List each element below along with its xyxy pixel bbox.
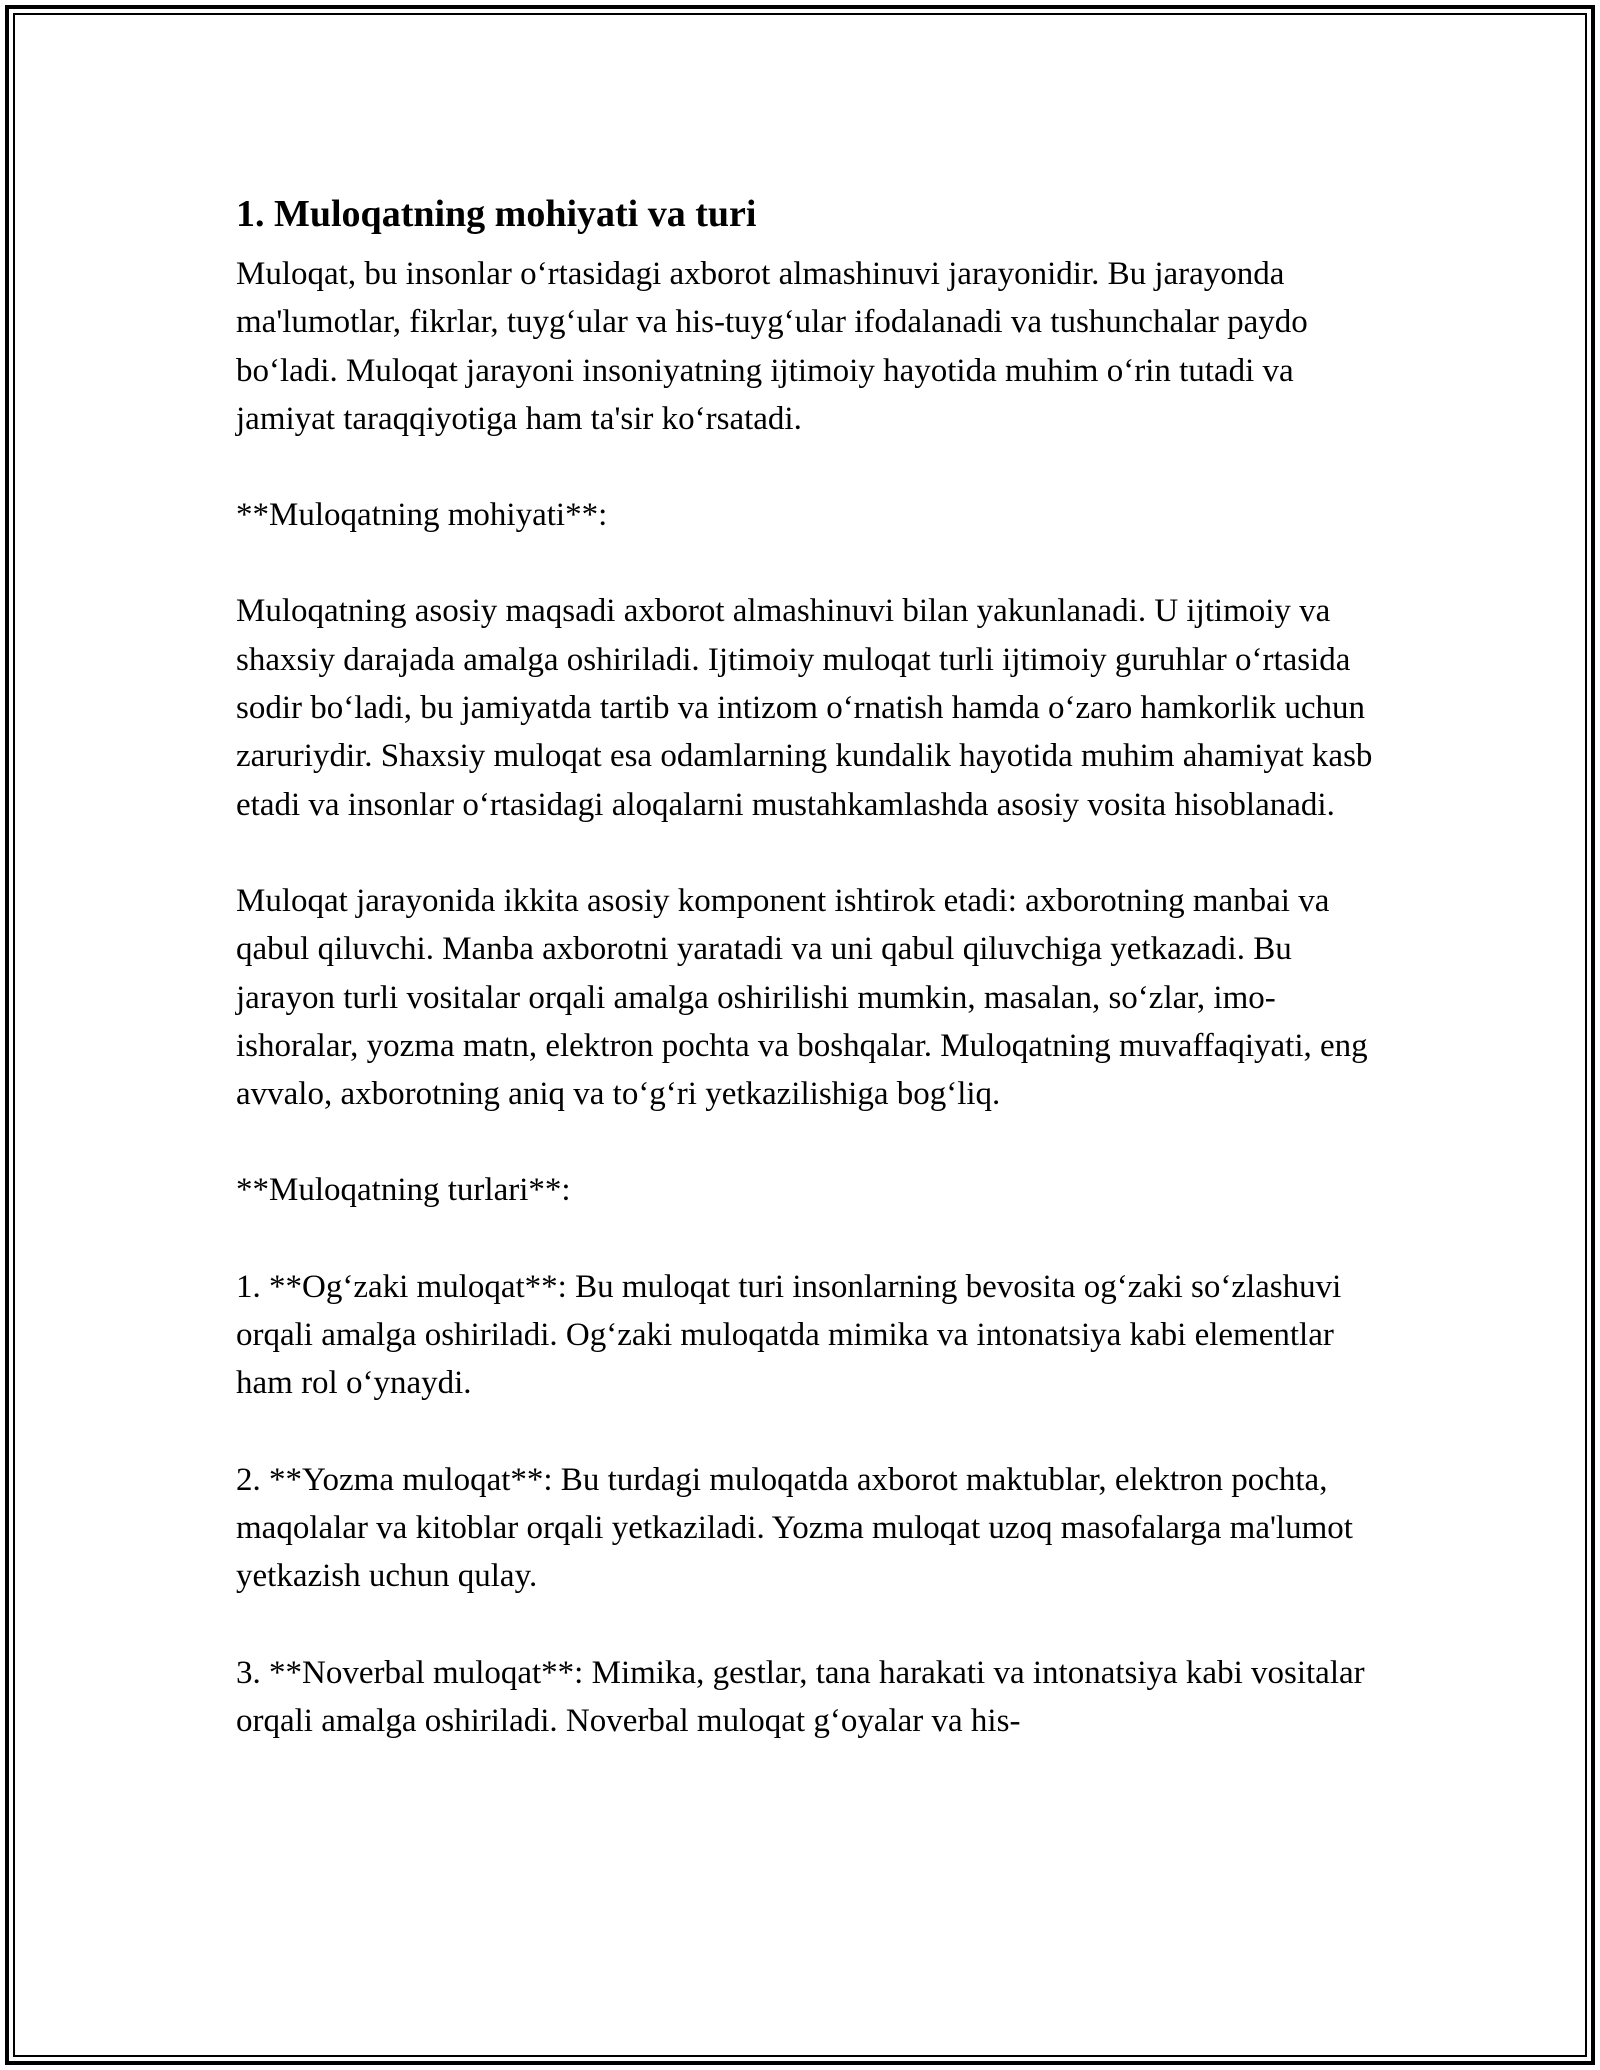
document-body xyxy=(236,186,1376,1745)
paragraph-definition: Muloqat, bu insonlar o‘rtasidagi axborot almashinuvi jarayonidir. Bu jarayonda ma'lumotlar, fikrlar, tuyg‘ular va his-tuyg‘ular ifodalanadi va tushunchalar paydo bo‘ladi. Muloqat jarayoni insoniyatning ijtimoiy hayotida muhim o‘rin tutadi va jamiyat taraqqiyotiga ham ta'sir ko‘rsatadi. xyxy=(236,256,1308,437)
section-heading: 1. Muloqatning mohiyati va turi xyxy=(236,193,757,235)
paragraph-components: Muloqat jarayonida ikkita asosiy komponent ishtirok etadi: axborotning manbai va qabul qiluvchi. Manba axborotni yaratadi va uni qabul qiluvchiga yetkazadi. Bu jarayon turli vositalar orqali amalga oshirilishi mumkin, masalan, so‘zlar, imo-ishoralar, yozma matn, elektron pochta va boshqalar. Muloqatning muvaffaqiyati, eng avvalo, axborotning aniq va to‘g‘ri yetkazilishiga bog‘liq. xyxy=(236,882,1368,1113)
list-item-written: 2. **Yozma muloqat**: Bu turdagi muloqatda axborot maktublar, elektron pochta, maqolalar va kitoblar orqali yetkaziladi. Yozma muloqat uzoq masofalarga ma'lumot yetkazish uchun qulay. xyxy=(236,1461,1353,1595)
subheading-essence: **Muloqatning mohiyati**: xyxy=(236,497,608,534)
list-item-oral: 1. **Og‘zaki muloqat**: Bu muloqat turi insonlarning bevosita og‘zaki so‘zlashuvi orqali amalga oshiriladi. Og‘zaki muloqatda mimika va intonatsiya kabi elementlar ham rol o‘ynaydi. xyxy=(236,1268,1342,1402)
list-item-nonverbal: 3. **Noverbal muloqat**: Mimika, gestlar, tana harakati va intonatsiya kabi vositalar orqali amalga oshiriladi. Noverbal muloqat g‘oyalar va his- xyxy=(236,1654,1365,1739)
subheading-types: **Muloqatning turlari**: xyxy=(236,1172,571,1209)
paragraph-purpose: Muloqatning asosiy maqsadi axborot almashinuvi bilan yakunlanadi. U ijtimoiy va shaxsiy darajada amalga oshiriladi. Ijtimoiy muloqat turli ijtimoiy guruhlar o‘rtasida sodir bo‘ladi, bu jamiyatda tartib va intizom o‘rnatish hamda o‘zaro hamkorlik uchun zaruriydir. Shaxsiy muloqat esa odamlarning kundalik hayotida muhim ahamiyat kasb etadi va insonlar o‘rtasidagi aloqalarni mustahkamlashda asosiy vosita hisoblanadi. xyxy=(236,593,1373,823)
